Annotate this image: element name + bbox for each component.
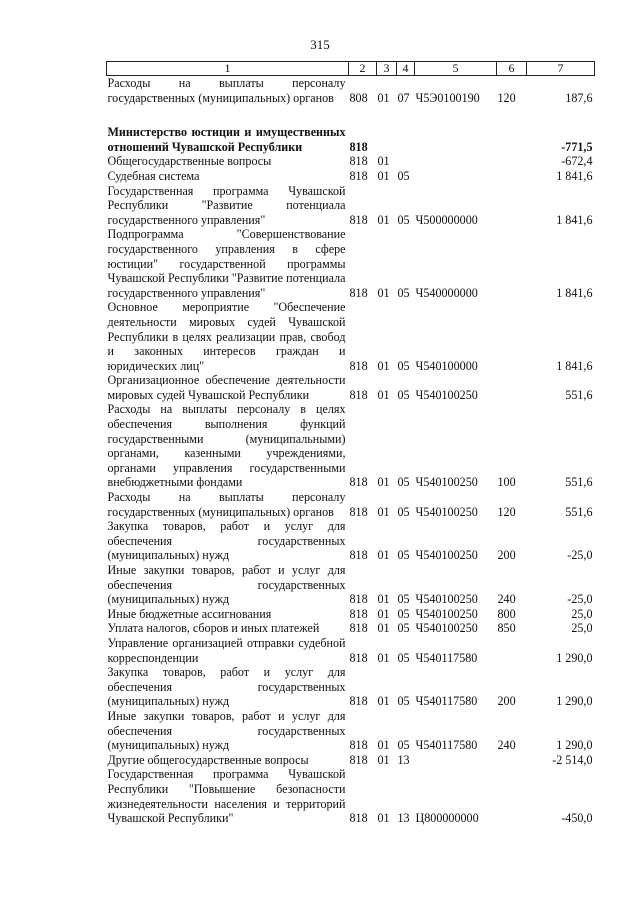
row-subsection-code: 05 [397,168,410,183]
budget-table [106,61,595,826]
row-subsection-code: 13 [397,752,410,767]
page-number: 315 [310,37,330,52]
row-target-code: Ч540100250 [415,475,478,490]
row-amount: 25,0 [571,606,593,621]
row-amount: 187,6 [565,90,593,105]
row-subsection-code: 13 [397,811,410,826]
table-row [107,76,595,106]
row-expense-type-code [497,227,527,300]
row-name: Общегосударственные вопросы [107,154,272,169]
row-target-code: Ч540000000 [415,285,478,300]
row-target-code: Ч540117580 [415,650,478,665]
header-col-5: 5 [415,62,497,76]
row-section-code: 01 [377,738,390,753]
row-expense-type-code [497,373,527,402]
table-row [107,373,595,402]
row-amount: -2 514,0 [552,752,593,767]
row-section-code: 01 [377,168,390,183]
row-subsection-code: 07 [397,90,410,105]
row-name: Иные закупки товаров, работ и услуг для обеспечения государственных (муниципальных) нужд [107,708,346,753]
row-amount: 25,0 [571,621,593,636]
row-name: Судебная система [107,168,200,183]
row-target-code: Ч540100250 [415,548,478,563]
row-target-code: Ч540100250 [415,504,478,519]
row-amount: 551,6 [565,387,593,402]
row-target-code: Ч540100250 [415,606,478,621]
row-section-code: 01 [377,154,390,169]
header-col-7: 7 [527,62,595,76]
row-subsection-code: 05 [397,738,410,753]
row-section-code: 01 [377,592,390,607]
row-section-code: 01 [377,548,390,563]
row-section-code [377,125,397,154]
row-name: Закупка товаров, работ и услуг для обеспечения государственных (муниципальных) нужд [107,665,346,709]
table-row [107,227,595,300]
row-amount: -771,5 [561,139,593,154]
row-expense-type-code: 200 [497,694,516,709]
row-section-code: 01 [377,694,390,709]
header-col-4: 4 [397,62,415,76]
row-expense-type-code: 850 [497,621,516,636]
row-subsection-code: 05 [397,475,410,490]
row-name: Уплата налогов, сборов и иных платежей [107,621,320,636]
row-target-code [415,125,497,154]
row-expense-type-code: 240 [497,738,516,753]
row-name: Расходы на выплаты персоналу государственных (муниципальных) органов [107,490,346,519]
row-subsection-code [397,154,415,169]
table-row [107,563,595,607]
row-section-code: 01 [377,811,390,826]
row-ministry-code: 808 [349,90,368,105]
row-target-code: Ч540117580 [415,738,478,753]
row-target-code: Ч540117580 [415,694,478,709]
row-target-code: Ч540100000 [415,358,478,373]
row-ministry-code: 818 [349,548,368,563]
row-subsection-code: 05 [397,548,410,563]
row-section-code: 01 [377,90,390,105]
row-ministry-code: 818 [349,358,368,373]
row-expense-type-code: 120 [497,504,516,519]
row-section-code: 01 [377,212,390,227]
row-name: Расходы на выплаты персоналу в целях обеспечения выполнения функций государственными (муниципальными) органами, казенными учреждениями, органами управления государственными внебюджетными фондами [107,402,346,490]
row-subsection-code: 05 [397,212,410,227]
row-amount: -25,0 [567,548,593,563]
row-amount: 1 290,0 [556,738,593,753]
row-section-code: 01 [377,752,390,767]
table-body [107,76,595,826]
row-expense-type-code: 240 [497,592,516,607]
header-col-2: 2 [349,62,377,76]
row-section-code: 01 [377,650,390,665]
row-ministry-code: 818 [349,212,368,227]
row-subsection-code: 05 [397,606,410,621]
row-target-code [415,154,497,169]
row-expense-type-code: 100 [497,475,516,490]
table-row [107,709,595,753]
row-target-code: Ц800000000 [415,811,479,826]
row-section-code: 01 [377,387,390,402]
row-ministry-code: 818 [349,752,368,767]
row-subsection-code: 05 [397,504,410,519]
row-expense-type-code [497,169,527,184]
row-expense-type-code: 200 [497,548,516,563]
row-name: Министерство юстиции и имущественных отношений Чувашской Республики [107,125,346,154]
row-expense-type-code [497,154,527,169]
row-expense-type-code: 120 [497,90,516,105]
table-row [107,169,595,184]
row-ministry-code: 818 [349,606,368,621]
row-expense-type-code [497,300,527,373]
row-name: Основное мероприятие "Обеспечение деятельности мировых судей Чувашской Республики в целях реализации прав, свобод и законных интересов граждан и юридических лиц" [107,300,346,373]
row-section-code: 01 [377,285,390,300]
row-expense-type-code [497,767,527,825]
table-row [107,753,595,768]
table-row [107,125,595,154]
row-name: Государственная программа Чувашской Республики "Развитие потенциала государственного управления" [107,183,346,227]
table-header-row [107,62,595,76]
row-name: Другие общегосударственные вопросы [107,752,309,767]
row-target-code: Ч540100250 [415,621,478,636]
row-expense-type-code [497,636,527,665]
header-col-3: 3 [377,62,397,76]
header-col-6: 6 [497,62,527,76]
row-target-code: Ч500000000 [415,212,478,227]
table-row [107,767,595,825]
row-target-code [415,169,497,184]
row-name: Иные закупки товаров, работ и услуг для обеспечения государственных (муниципальных) нужд [107,563,346,607]
table-row [107,665,595,709]
row-section-code: 01 [377,621,390,636]
row-expense-type-code [497,184,527,228]
table-row [107,184,595,228]
table-row [107,154,595,169]
row-expense-type-code [497,753,527,768]
table-row [107,402,595,490]
row-subsection-code: 05 [397,621,410,636]
row-expense-type-code [497,125,527,154]
row-amount: -672,4 [561,154,593,169]
table-row [107,300,595,373]
row-section-code: 01 [377,475,390,490]
row-subsection-code: 05 [397,358,410,373]
row-subsection-code: 05 [397,592,410,607]
table-row [107,490,595,519]
row-section-code: 01 [377,504,390,519]
row-ministry-code: 818 [349,592,368,607]
row-section-code: 01 [377,606,390,621]
row-ministry-code: 818 [349,738,368,753]
row-ministry-code: 818 [349,475,368,490]
row-target-code: Ч5Э0100190 [415,90,480,105]
row-amount: -450,0 [561,811,593,826]
row-ministry-code: 818 [349,387,368,402]
row-expense-type-code: 800 [497,606,516,621]
table-row [107,621,595,636]
row-ministry-code: 818 [349,139,368,154]
row-name: Подпрограмма "Совершенствование государственного управления в сфере юстиции" государственной программы Чувашской Республики "Развитие потенциала государственного управления" [107,227,346,300]
table-row [107,519,595,563]
row-subsection-code: 05 [397,650,410,665]
row-ministry-code: 818 [349,154,368,169]
row-ministry-code: 818 [349,811,368,826]
row-name: Государственная программа Чувашской Республики "Повышение безопасности жизнедеятельности населения и территорий Чувашской Республики" [107,767,346,826]
row-amount: 1 841,6 [556,212,593,227]
row-amount: 1 841,6 [556,358,593,373]
row-amount: 1 290,0 [556,650,593,665]
row-target-code: Ч540100250 [415,592,478,607]
row-subsection-code [397,125,415,154]
row-subsection-code: 05 [397,694,410,709]
row-ministry-code: 818 [349,621,368,636]
row-name: Закупка товаров, работ и услуг для обеспечения государственных (муниципальных) нужд [107,519,346,563]
row-ministry-code: 818 [349,168,368,183]
row-amount: 1 290,0 [556,694,593,709]
row-amount: 1 841,6 [556,285,593,300]
row-amount: 1 841,6 [556,168,593,183]
row-subsection-code: 05 [397,285,410,300]
row-name: Управление организацией отправки судебной корреспонденции [107,635,346,665]
row-name: Расходы на выплаты персоналу государственных (муниципальных) органов [107,76,346,105]
row-amount: 551,6 [565,504,593,519]
row-target-code [415,753,497,768]
row-subsection-code: 05 [397,387,410,402]
table-spacer-row [107,105,595,125]
table-row [107,607,595,622]
table-row [107,636,595,665]
row-amount: 551,6 [565,475,593,490]
row-ministry-code: 818 [349,504,368,519]
header-col-1: 1 [107,62,349,76]
row-section-code: 01 [377,358,390,373]
row-ministry-code: 818 [349,650,368,665]
row-name: Иные бюджетные ассигнования [107,606,272,621]
row-name: Организационное обеспечение деятельности мировых судей Чувашской Республики [107,373,346,402]
row-ministry-code: 818 [349,285,368,300]
row-amount: -25,0 [567,592,593,607]
row-target-code: Ч540100250 [415,387,478,402]
spacer-cell [107,105,595,125]
row-ministry-code: 818 [349,694,368,709]
